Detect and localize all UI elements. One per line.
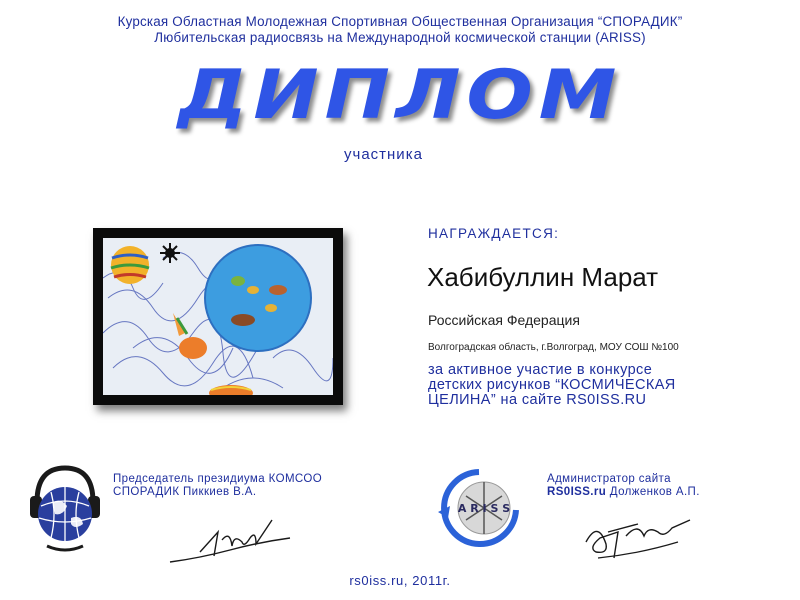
administrator-signature <box>578 502 698 564</box>
awarded-label: НАГРАЖДАЕТСЯ: <box>428 226 560 241</box>
recipient-name: Хабибуллин Марат <box>427 262 659 292</box>
award-reason <box>428 363 788 408</box>
administrator-title-line: Администратор сайта <box>547 473 671 485</box>
recipient-country: Российская Федерация <box>428 312 580 328</box>
childs-drawing <box>103 238 333 395</box>
diploma-title: ДИПЛОМ <box>177 56 623 135</box>
award-reason-line: за активное участие в конкурсе <box>428 362 653 378</box>
black-star <box>160 243 180 263</box>
award-reason-line: детских рисунков “КОСМИЧЕСКАЯ <box>428 377 676 393</box>
participant-subtitle: участника <box>344 146 423 163</box>
chairman-title <box>113 473 322 498</box>
globe-headphones-logo <box>27 462 103 554</box>
administrator-name: Долженков А.П. <box>606 485 700 498</box>
orange-rocket <box>173 313 207 359</box>
administrator-site: RS0ISS.ru <box>547 485 607 498</box>
award-reason-line: ЦЕЛИНА” на сайте RS0ISS.RU <box>428 392 647 408</box>
chairman-name: СПОРАДИК Пиккиев В.А. <box>113 485 257 498</box>
space-drawing-image <box>103 238 333 395</box>
chairman-title-line: Председатель президиума КОМСОО <box>113 473 323 485</box>
drawing-frame <box>93 228 343 405</box>
chairman-signature <box>160 500 300 570</box>
earth-planet <box>205 245 311 351</box>
striped-planet <box>111 246 149 284</box>
bottom-planet <box>209 385 253 395</box>
ariss-logo-text: A R I S S <box>457 502 511 515</box>
administrator-title <box>547 473 700 498</box>
administrator-name-line <box>547 486 700 499</box>
organization-subtitle: Любительская радиосвязь на Международной космической станции (ARISS) <box>154 30 646 45</box>
footer-site-year: rs0iss.ru, 2011г. <box>349 573 451 588</box>
ariss-logo <box>436 466 522 548</box>
recipient-address: Волгоградская область, г.Волгоград, МОУ СОШ №100 <box>428 342 679 353</box>
organization-name: Курская Областная Молодежная Спортивная Общественная Организация “СПОРАДИК” <box>117 14 683 29</box>
